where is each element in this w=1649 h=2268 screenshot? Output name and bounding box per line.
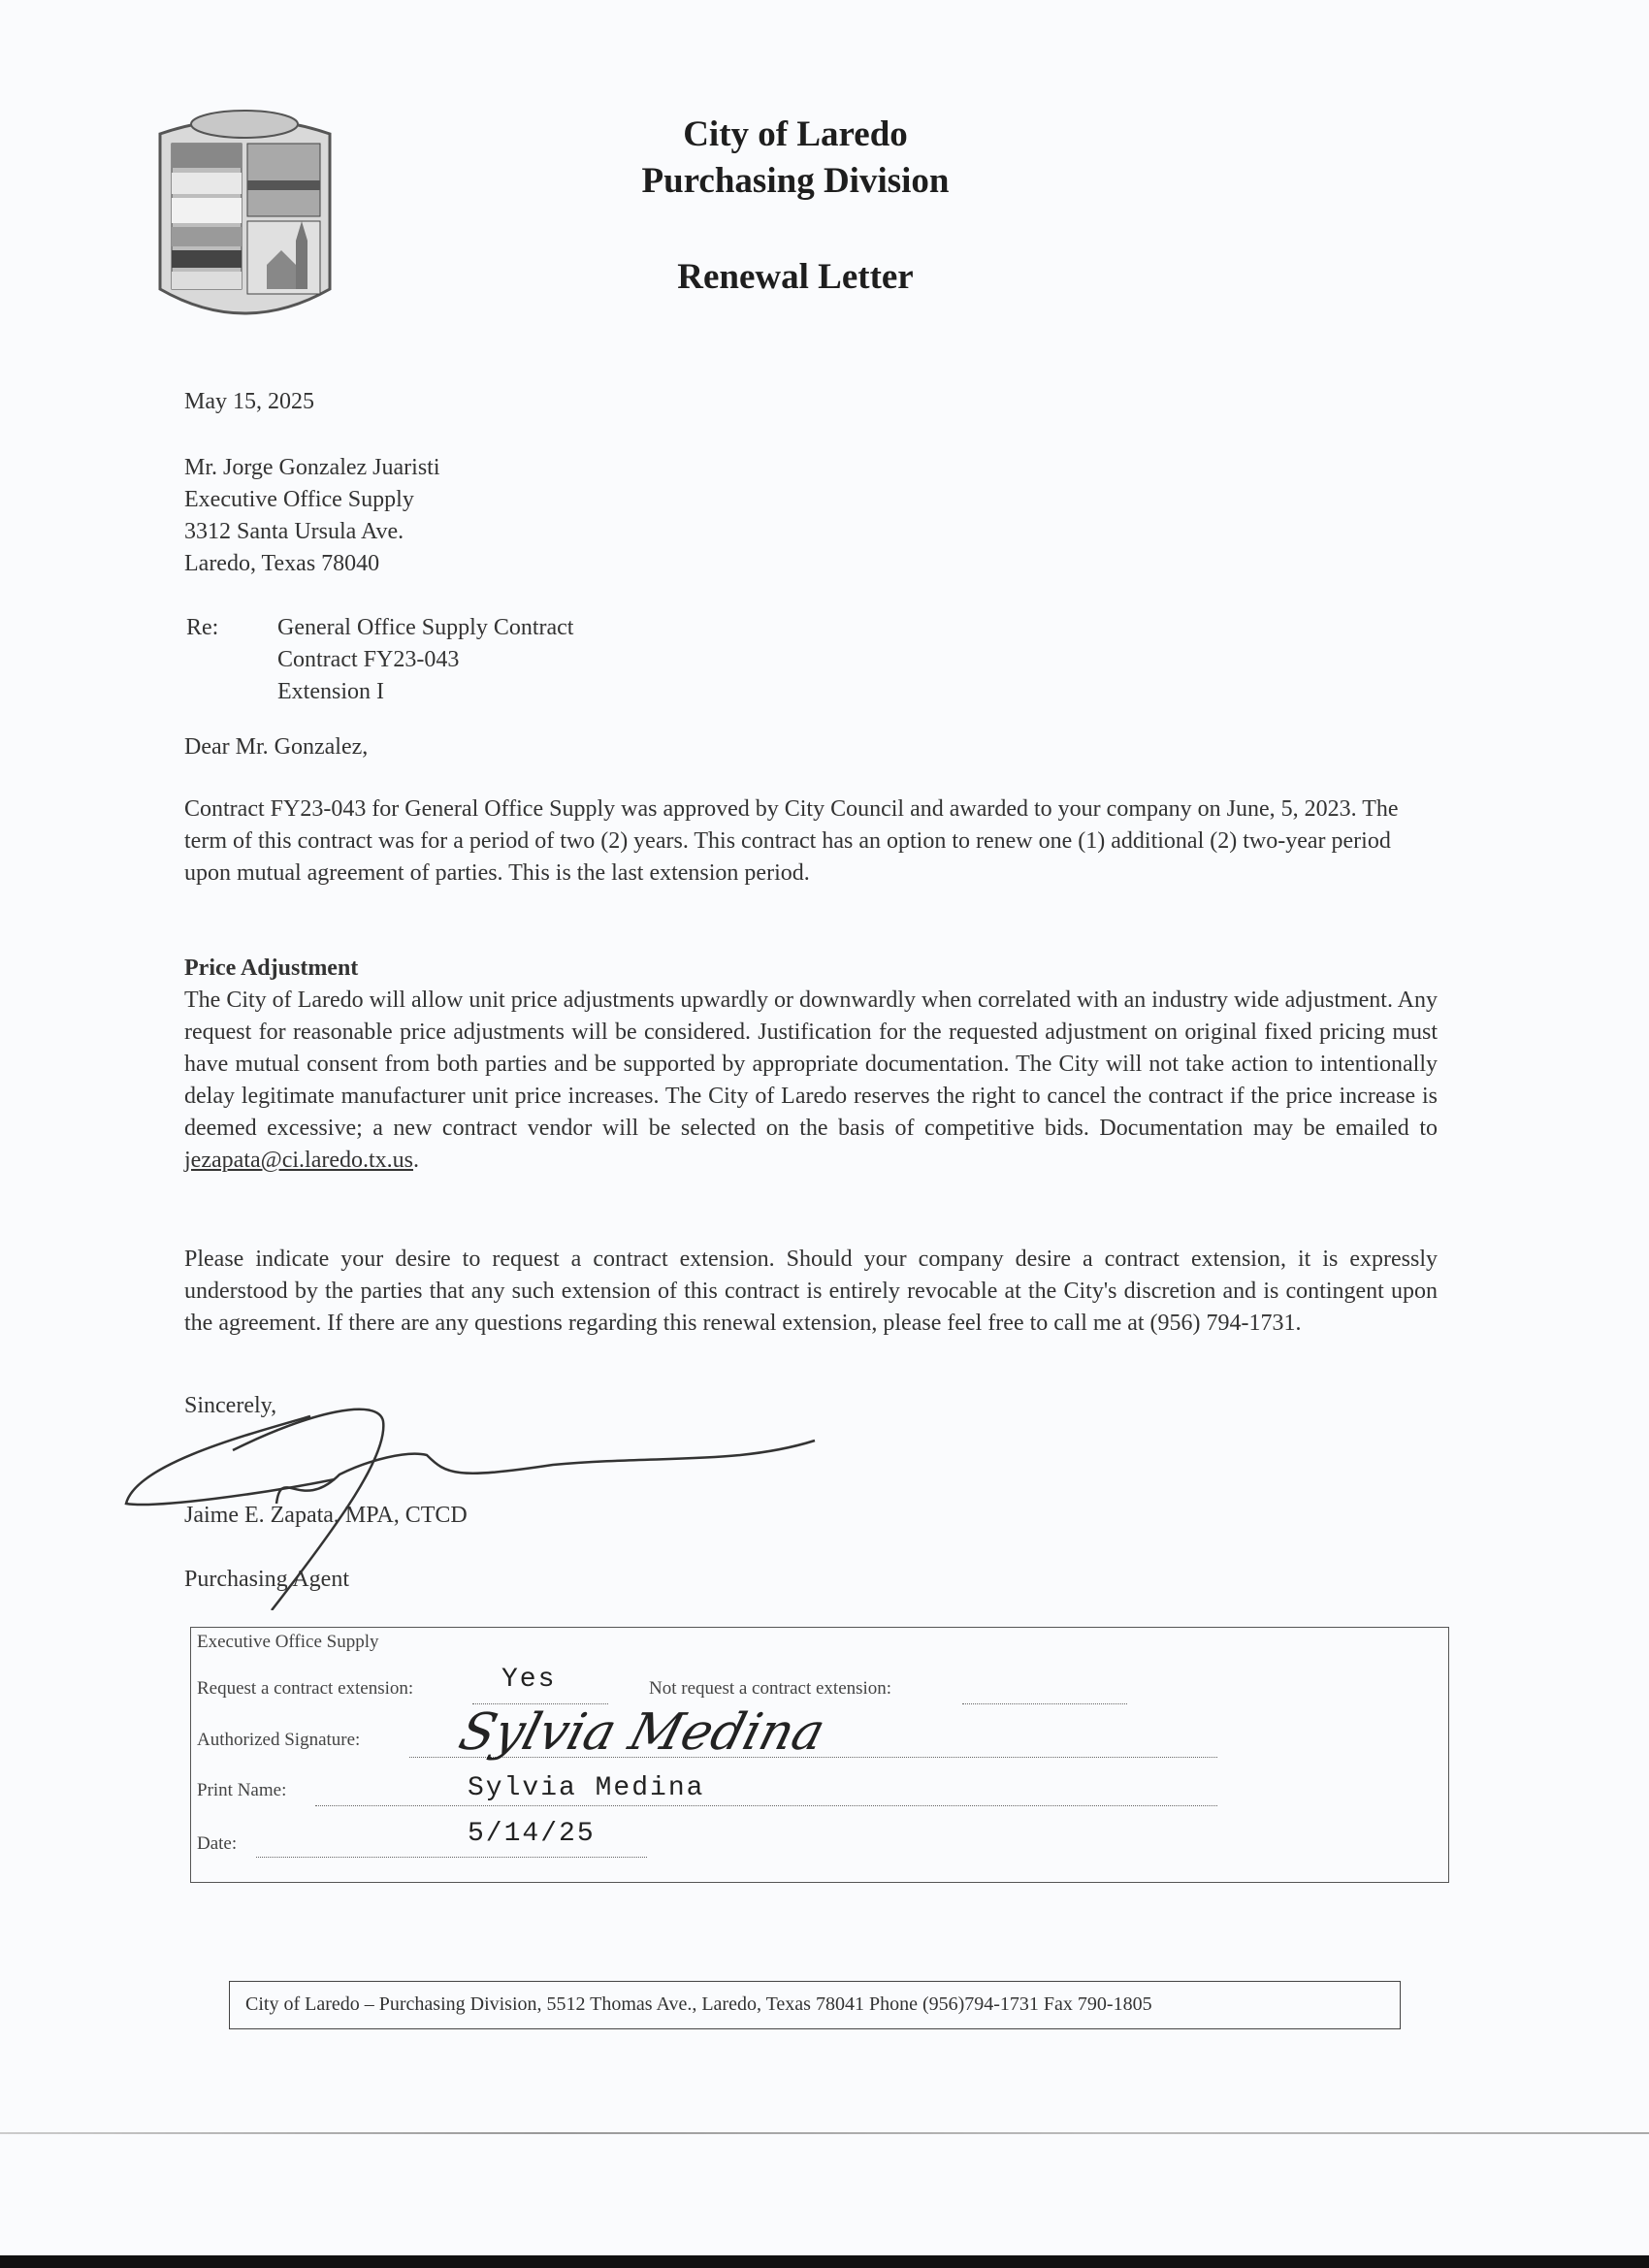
authorized-signature-value: Sylvia Medina [452, 1703, 831, 1762]
scan-edge [0, 2255, 1649, 2268]
scan-fold-line [0, 2132, 1649, 2134]
price-adjustment-paragraph [184, 985, 1438, 1177]
print-name-field[interactable] [315, 1805, 1217, 1806]
request-extension-label: Request a contract extension: [197, 1678, 414, 1699]
re-line: Extension I [277, 679, 384, 704]
recipient-name: Mr. Jorge Gonzalez Juaristi [184, 455, 440, 480]
price-adjustment-heading: Price Adjustment [184, 956, 359, 981]
not-request-extension-field[interactable] [962, 1703, 1127, 1704]
footer-address: City of Laredo – Purchasing Division, 5512 Thomas Ave., Laredo, Texas 78041 Phone (956)794-1731 Fax 790-1805 [229, 1981, 1401, 2029]
authorized-signature-label: Authorized Signature: [197, 1730, 361, 1750]
re-label: Re: [186, 615, 219, 640]
signer-name: Jaime E. Zapata, MPA, CTCD [184, 1503, 468, 1528]
re-line: General Office Supply Contract [277, 615, 574, 640]
date-value: 5/14/25 [468, 1819, 596, 1849]
date-label: Date: [197, 1833, 238, 1854]
price-adjustment-text: The City of Laredo will allow unit price adjustments upwardly or downwardly when correlated with an industry wide adjustment. Any request for reasonable price adjustments will be considered. Justification for the requested adjustment on original fixed pricing must have mutual consent from both parties and be supported by appropriate documentation. The City will not take action to intentionally delay legitimate manufacturer unit price increases. The City of Laredo reserves the right to cancel the contract if the price increase is deemed excessive; a new contract vendor will be selected on the basis of competitive bids. Documentation may be emailed to [184, 988, 1438, 1141]
form-company: Executive Office Supply [197, 1632, 379, 1652]
letter-date: May 15, 2025 [184, 389, 314, 414]
closing: Sincerely, [184, 1393, 277, 1418]
document-title: Renewal Letter [677, 257, 914, 297]
recipient-street: 3312 Santa Ursula Ave. [184, 519, 404, 544]
date-field[interactable] [256, 1857, 647, 1858]
greeting: Dear Mr. Gonzalez, [184, 734, 369, 760]
print-name-value: Sylvia Medina [468, 1773, 705, 1803]
email-link[interactable]: jezapata@ci.laredo.tx.us [184, 1148, 413, 1173]
extension-paragraph: Please indicate your desire to request a contract extension. Should your company desire a contract extension, it is expressly understood by the parties that any such extension of this contract is entirely revocable at the City's discretion and is contingent upon the agreement. If there are any questions regarding this renewal extension, please feel free to call me at (956) 794-1731. [184, 1247, 1438, 1336]
re-subject [277, 612, 573, 708]
print-name-label: Print Name: [197, 1780, 287, 1800]
response-form [190, 1627, 1449, 1883]
recipient-company: Executive Office Supply [184, 487, 414, 512]
recipient-city: Laredo, Texas 78040 [184, 551, 380, 576]
signer-title: Purchasing Agent [184, 1567, 349, 1592]
handwritten-signature-icon [116, 1387, 844, 1610]
not-request-extension-label: Not request a contract extension: [649, 1678, 892, 1699]
re-line: Contract FY23-043 [277, 647, 460, 672]
city-seal-icon [150, 105, 340, 328]
division-name: Purchasing Division [641, 161, 950, 201]
org-name: City of Laredo [683, 114, 908, 154]
intro-paragraph: Contract FY23-043 for General Office Supply was approved by City Council and awarded to your company on June, 5, 2023. The term of this contract was for a period of two (2) years. This contract has an option to renew one (1) additional (2) two-year period upon mutual agreement of parties. This is the last extension period. [184, 796, 1399, 886]
request-extension-value: Yes [501, 1665, 557, 1695]
price-adjustment-end: . [413, 1148, 419, 1173]
recipient-address [184, 452, 440, 580]
